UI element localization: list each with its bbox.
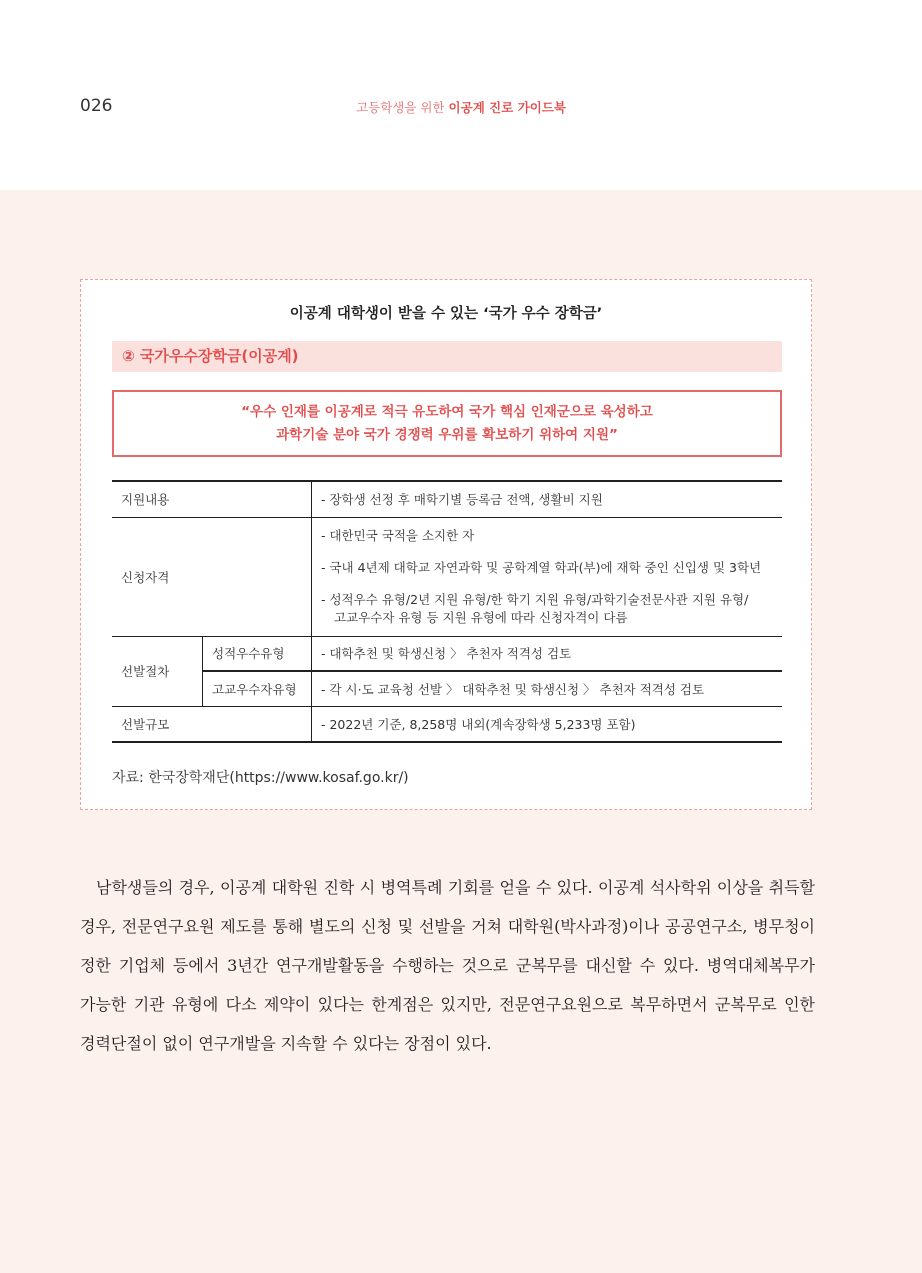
- selection-type-cell: 고교우수자유형: [203, 671, 312, 706]
- selection-process-cell: - 각 시·도 교육청 선발 〉 대학추천 및 학생신청 〉 추천자 적격성 검토: [312, 671, 783, 706]
- scholarship-table: [112, 480, 782, 743]
- quote-line-2: 과학기술 분야 국가 경쟁력 우위를 확보하기 위하여 지원”: [276, 426, 618, 443]
- row-value-eligibility: [312, 517, 783, 636]
- running-title: [0, 98, 922, 116]
- paragraph-line: 가능한 기관 유형에 다소 제약이 있다는 한계점은 있지만, 전문연구요원으로 복무하면서 군복무로 인한: [80, 995, 815, 1014]
- paragraph-line: 경력단절이 없이 연구개발을 지속할 수 있다는 장점이 있다.: [80, 1034, 492, 1053]
- paragraph-line: 경우, 전문연구요원 제도를 통해 별도의 신청 및 선발을 거쳐 대학원(박사과정)이나 공공연구소, 병무청이: [80, 917, 815, 936]
- purpose-quote: [112, 390, 782, 457]
- page-number: 026: [80, 96, 113, 116]
- eligibility-item: - 대한민국 국적을 소지한 자: [321, 527, 475, 543]
- page-header: [0, 0, 922, 190]
- eligibility-item: - 성적우수 유형/2년 지원 유형/한 학기 지원 유형/과학기술전문사관 지원 유형/: [321, 591, 749, 607]
- paragraph-line: 남학생들의 경우, 이공계 대학원 진학 시 병역특례 기회를 얻을 수 있다. 이공계 석사학위 이상을 취득할: [96, 878, 815, 897]
- eligibility-item-continued: 고교우수자 유형 등 지원 유형에 따라 신청자격이 다름: [334, 609, 628, 625]
- row-value-support: - 장학생 선정 후 매학기별 등록금 전액, 생활비 지원: [312, 481, 783, 517]
- running-title-bold: 이공계 진로 가이드북: [448, 100, 566, 115]
- box-title: 이공계 대학생이 받을 수 있는 ‘국가 우수 장학금’: [289, 306, 603, 322]
- eligibility-item: - 국내 4년제 대학교 자연과학 및 공학계열 학과(부)에 재학 중인 신입생 및 3학년: [321, 559, 762, 575]
- source-note: 자료: 한국장학재단(https://www.kosaf.go.kr/): [112, 770, 409, 786]
- paragraph-line: 정한 기업체 등에서 3년간 연구개발활동을 수행하는 것으로 군복무를 대신할 수 있다. 병역대체복무가: [80, 956, 815, 975]
- scholarship-info-box: [80, 279, 812, 810]
- table-row: [112, 706, 782, 742]
- section-heading: ② 국가우수장학금(이공계): [112, 341, 782, 372]
- selection-process-cell: - 대학추천 및 학생신청 〉 추천자 적격성 검토: [312, 636, 783, 671]
- table-row: [112, 636, 782, 671]
- table-row: [112, 517, 782, 636]
- running-title-prefix: 고등학생을 위한: [356, 100, 449, 115]
- selection-type-cell: 성적우수유형: [203, 636, 312, 671]
- table-row: [112, 671, 782, 706]
- row-label-eligibility: 신청자격: [112, 517, 312, 636]
- row-label-support: 지원내용: [112, 481, 312, 517]
- table-row: [112, 481, 782, 517]
- row-value-scale: - 2022년 기준, 8,258명 내외(계속장학생 5,233명 포함): [312, 706, 783, 742]
- row-label-selection: 선발절차: [112, 636, 203, 706]
- quote-line-1: “우수 인재를 이공계로 적극 유도하여 국가 핵심 인재군으로 육성하고: [241, 403, 653, 420]
- row-label-scale: 선발규모: [112, 706, 312, 742]
- body-paragraph: [80, 868, 815, 1063]
